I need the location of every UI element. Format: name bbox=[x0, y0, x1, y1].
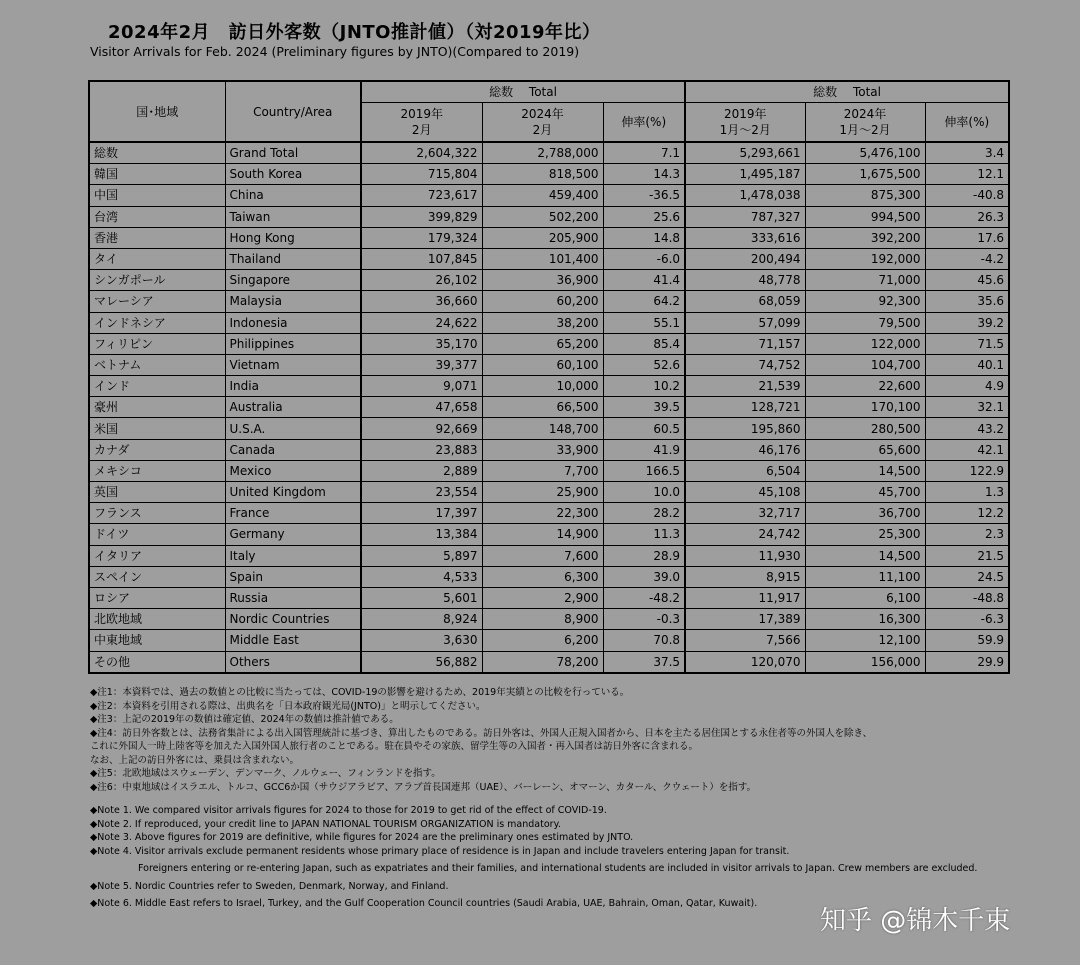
row-growth: 60.5 bbox=[603, 418, 685, 439]
row-country-ja: 中東地域 bbox=[89, 630, 225, 651]
row-2019-feb: 723,617 bbox=[361, 185, 482, 206]
row-2024-feb: 6,200 bbox=[482, 630, 603, 651]
row-growth-cum: 32.1 bbox=[925, 397, 1009, 418]
row-2019-cum: 787,327 bbox=[685, 206, 805, 227]
row-country-ja: 米国 bbox=[89, 418, 225, 439]
row-country-ja: ベトナム bbox=[89, 354, 225, 375]
row-2024-feb: 65,200 bbox=[482, 333, 603, 354]
note-ja: ◆注3：上記の2019年の数値は確定値、2024年の数値は推計値である。 bbox=[90, 714, 399, 725]
row-2024-feb: 6,300 bbox=[482, 566, 603, 587]
note-ja: なお、上記の訪日外客には、乗員は含まれない。 bbox=[90, 754, 300, 766]
row-2024-cum: 25,300 bbox=[805, 524, 925, 545]
row-2024-feb: 459,400 bbox=[482, 185, 603, 206]
table-row bbox=[89, 227, 1009, 248]
row-growth-cum: 21.5 bbox=[925, 545, 1009, 566]
row-growth: 28.9 bbox=[603, 545, 685, 566]
row-2024-feb: 38,200 bbox=[482, 312, 603, 333]
row-growth: 7.1 bbox=[603, 142, 685, 164]
row-2024-cum: 170,100 bbox=[805, 397, 925, 418]
row-2019-feb: 56,882 bbox=[361, 651, 482, 673]
row-growth: 28.2 bbox=[603, 503, 685, 524]
row-2019-feb: 8,924 bbox=[361, 609, 482, 630]
row-2024-feb: 502,200 bbox=[482, 206, 603, 227]
row-2019-feb: 35,170 bbox=[361, 333, 482, 354]
row-2024-cum: 65,600 bbox=[805, 439, 925, 460]
visitor-arrivals-table bbox=[88, 80, 1010, 674]
row-2019-cum: 200,494 bbox=[685, 248, 805, 269]
row-2024-feb: 818,500 bbox=[482, 164, 603, 185]
row-2019-cum: 57,099 bbox=[685, 312, 805, 333]
row-2019-cum: 6,504 bbox=[685, 460, 805, 481]
row-2024-cum: 11,100 bbox=[805, 566, 925, 587]
row-2024-feb: 36,900 bbox=[482, 270, 603, 291]
row-2019-cum: 45,108 bbox=[685, 482, 805, 503]
note-en: ◆Note 3. Above figures for 2019 are definitive, while figures for 2024 are the preliminary ones estimated by JNTO. bbox=[90, 832, 634, 843]
row-country-ja: インドネシア bbox=[89, 312, 225, 333]
row-growth-cum: 43.2 bbox=[925, 418, 1009, 439]
table-row bbox=[89, 291, 1009, 312]
row-2019-feb: 17,397 bbox=[361, 503, 482, 524]
row-growth: 41.4 bbox=[603, 270, 685, 291]
row-2019-feb: 399,829 bbox=[361, 206, 482, 227]
row-2019-cum: 68,059 bbox=[685, 291, 805, 312]
row-2019-feb: 5,601 bbox=[361, 587, 482, 608]
row-country-en: France bbox=[225, 503, 361, 524]
row-2024-feb: 78,200 bbox=[482, 651, 603, 673]
row-2019-cum: 1,495,187 bbox=[685, 164, 805, 185]
row-2024-feb: 60,100 bbox=[482, 354, 603, 375]
row-2024-feb: 22,300 bbox=[482, 503, 603, 524]
row-growth: -36.5 bbox=[603, 185, 685, 206]
row-2024-cum: 22,600 bbox=[805, 376, 925, 397]
row-growth-cum: 1.3 bbox=[925, 482, 1009, 503]
row-country-en: Canada bbox=[225, 439, 361, 460]
row-country-en: Others bbox=[225, 651, 361, 673]
table-row bbox=[89, 524, 1009, 545]
row-growth: 14.8 bbox=[603, 227, 685, 248]
row-2019-cum: 48,778 bbox=[685, 270, 805, 291]
row-growth-cum: 35.6 bbox=[925, 291, 1009, 312]
row-2019-cum: 128,721 bbox=[685, 397, 805, 418]
row-2024-cum: 12,100 bbox=[805, 630, 925, 651]
row-growth: 10.2 bbox=[603, 376, 685, 397]
row-country-en: Grand Total bbox=[225, 142, 361, 164]
row-2019-feb: 36,660 bbox=[361, 291, 482, 312]
header-growth: 伸率(%) bbox=[603, 103, 685, 143]
note-ja: ◆注1：本資料では、過去の数値との比較に当たっては、COVID-19の影響を避けるため、2019年実績との比較を行っている。 bbox=[90, 687, 630, 698]
row-growth: 70.8 bbox=[603, 630, 685, 651]
row-growth-cum: -40.8 bbox=[925, 185, 1009, 206]
row-2019-feb: 47,658 bbox=[361, 397, 482, 418]
row-country-ja: 総数 bbox=[89, 142, 225, 164]
row-2024-feb: 7,700 bbox=[482, 460, 603, 481]
row-country-en: Hong Kong bbox=[225, 227, 361, 248]
row-growth: -6.0 bbox=[603, 248, 685, 269]
row-growth: -48.2 bbox=[603, 587, 685, 608]
row-2019-feb: 4,533 bbox=[361, 566, 482, 587]
row-2019-cum: 74,752 bbox=[685, 354, 805, 375]
table-row bbox=[89, 418, 1009, 439]
row-2019-cum: 32,717 bbox=[685, 503, 805, 524]
row-2024-feb: 101,400 bbox=[482, 248, 603, 269]
header-total-cumulative: 総数 Total bbox=[685, 81, 1009, 103]
row-2019-feb: 13,384 bbox=[361, 524, 482, 545]
row-growth: 166.5 bbox=[603, 460, 685, 481]
row-growth-cum: 40.1 bbox=[925, 354, 1009, 375]
row-growth-cum: 12.1 bbox=[925, 164, 1009, 185]
row-2024-cum: 14,500 bbox=[805, 460, 925, 481]
row-country-ja: フランス bbox=[89, 503, 225, 524]
row-2024-cum: 104,700 bbox=[805, 354, 925, 375]
row-country-en: Australia bbox=[225, 397, 361, 418]
row-growth-cum: 29.9 bbox=[925, 651, 1009, 673]
row-2019-feb: 24,622 bbox=[361, 312, 482, 333]
row-2024-cum: 16,300 bbox=[805, 609, 925, 630]
row-country-en: Russia bbox=[225, 587, 361, 608]
row-2019-cum: 46,176 bbox=[685, 439, 805, 460]
row-growth-cum: 59.9 bbox=[925, 630, 1009, 651]
note-ja: これに外国人一時上陸客等を加えた入国外国人旅行者のことである。駐在員やその家族、留学生等の入国者・再入国者は訪日外客に含まれる。 bbox=[90, 741, 699, 752]
table-row bbox=[89, 630, 1009, 651]
row-2024-cum: 79,500 bbox=[805, 312, 925, 333]
table-row bbox=[89, 566, 1009, 587]
row-growth-cum: -6.3 bbox=[925, 609, 1009, 630]
note-en: ◆Note 5. Nordic Countries refer to Sweden, Denmark, Norway, and Finland. bbox=[90, 880, 449, 892]
row-country-ja: その他 bbox=[89, 651, 225, 673]
table-row bbox=[89, 248, 1009, 269]
row-2024-feb: 10,000 bbox=[482, 376, 603, 397]
table-row bbox=[89, 439, 1009, 460]
row-2019-cum: 7,566 bbox=[685, 630, 805, 651]
row-country-ja: イタリア bbox=[89, 545, 225, 566]
row-2019-cum: 195,860 bbox=[685, 418, 805, 439]
table-row bbox=[89, 206, 1009, 227]
row-country-en: Vietnam bbox=[225, 354, 361, 375]
row-growth: -0.3 bbox=[603, 609, 685, 630]
row-2019-feb: 715,804 bbox=[361, 164, 482, 185]
table-body bbox=[89, 142, 1009, 673]
row-2024-feb: 7,600 bbox=[482, 545, 603, 566]
table-row bbox=[89, 397, 1009, 418]
note-ja: ◆注5：北欧地域はスウェーデン、デンマーク、ノルウェー、フィンランドを指す。 bbox=[90, 768, 441, 779]
row-2024-feb: 8,900 bbox=[482, 609, 603, 630]
row-growth-cum: -48.8 bbox=[925, 587, 1009, 608]
row-growth: 39.5 bbox=[603, 397, 685, 418]
row-growth: 10.0 bbox=[603, 482, 685, 503]
notes-section bbox=[90, 686, 1050, 911]
row-country-en: India bbox=[225, 376, 361, 397]
row-2024-cum: 156,000 bbox=[805, 651, 925, 673]
row-2024-cum: 875,300 bbox=[805, 185, 925, 206]
row-2024-cum: 45,700 bbox=[805, 482, 925, 503]
row-2024-cum: 71,000 bbox=[805, 270, 925, 291]
row-country-ja: タイ bbox=[89, 248, 225, 269]
table-row bbox=[89, 503, 1009, 524]
row-country-ja: スペイン bbox=[89, 566, 225, 587]
row-growth: 25.6 bbox=[603, 206, 685, 227]
row-2019-feb: 26,102 bbox=[361, 270, 482, 291]
row-country-en: Thailand bbox=[225, 248, 361, 269]
row-2019-cum: 11,917 bbox=[685, 587, 805, 608]
row-growth-cum: 71.5 bbox=[925, 333, 1009, 354]
row-country-ja: 香港 bbox=[89, 227, 225, 248]
row-2024-cum: 14,500 bbox=[805, 545, 925, 566]
row-country-en: Singapore bbox=[225, 270, 361, 291]
row-country-ja: ドイツ bbox=[89, 524, 225, 545]
row-2024-cum: 6,100 bbox=[805, 587, 925, 608]
row-country-en: Germany bbox=[225, 524, 361, 545]
note-en: ◆Note 1. We compared visitor arrivals figures for 2024 to those for 2019 to get rid of the effect of COVID-19. bbox=[90, 805, 607, 816]
table-row bbox=[89, 376, 1009, 397]
row-2019-feb: 92,669 bbox=[361, 418, 482, 439]
row-growth: 14.3 bbox=[603, 164, 685, 185]
row-growth-cum: 39.2 bbox=[925, 312, 1009, 333]
note-en: Foreigners entering or re-entering Japan, such as expatriates and their families, and international students are included in visitor arrivals to Japan. Crew members are excluded. bbox=[138, 863, 978, 874]
row-2019-cum: 71,157 bbox=[685, 333, 805, 354]
row-2024-feb: 2,900 bbox=[482, 587, 603, 608]
row-2024-cum: 122,000 bbox=[805, 333, 925, 354]
header-total-monthly: 総数 Total bbox=[361, 81, 685, 103]
row-country-en: United Kingdom bbox=[225, 482, 361, 503]
header-2019-feb: 2019年 2月 bbox=[361, 103, 482, 143]
row-growth: 39.0 bbox=[603, 566, 685, 587]
row-country-en: South Korea bbox=[225, 164, 361, 185]
note-ja: ◆注2：本資料を引用される際は、出典名を「日本政府観光局(JNTO)」と明示してください。 bbox=[90, 700, 486, 712]
header-2019-cum: 2019年 1月～2月 bbox=[685, 103, 805, 143]
row-2019-cum: 24,742 bbox=[685, 524, 805, 545]
row-country-ja: 韓国 bbox=[89, 164, 225, 185]
row-country-en: Mexico bbox=[225, 460, 361, 481]
row-2019-cum: 120,070 bbox=[685, 651, 805, 673]
row-2019-feb: 9,071 bbox=[361, 376, 482, 397]
row-2024-feb: 205,900 bbox=[482, 227, 603, 248]
row-2019-cum: 333,616 bbox=[685, 227, 805, 248]
row-2024-feb: 25,900 bbox=[482, 482, 603, 503]
row-growth-cum: 2.3 bbox=[925, 524, 1009, 545]
row-country-en: Philippines bbox=[225, 333, 361, 354]
row-2024-feb: 2,788,000 bbox=[482, 142, 603, 164]
row-2019-cum: 11,930 bbox=[685, 545, 805, 566]
table-row bbox=[89, 354, 1009, 375]
row-2024-cum: 192,000 bbox=[805, 248, 925, 269]
row-country-en: Italy bbox=[225, 545, 361, 566]
row-country-en: Indonesia bbox=[225, 312, 361, 333]
row-2024-cum: 1,675,500 bbox=[805, 164, 925, 185]
notes-english bbox=[90, 804, 1050, 911]
header-country-ja: 国･地域 bbox=[89, 81, 225, 142]
row-growth-cum: 4.9 bbox=[925, 376, 1009, 397]
table-row bbox=[89, 270, 1009, 291]
row-growth-cum: 42.1 bbox=[925, 439, 1009, 460]
row-country-ja: マレーシア bbox=[89, 291, 225, 312]
row-growth-cum: 45.6 bbox=[925, 270, 1009, 291]
row-growth-cum: 3.4 bbox=[925, 142, 1009, 164]
table-row bbox=[89, 609, 1009, 630]
table-row bbox=[89, 651, 1009, 673]
header-country-en: Country/Area bbox=[225, 81, 361, 142]
row-country-en: Middle East bbox=[225, 630, 361, 651]
row-country-ja: シンガポール bbox=[89, 270, 225, 291]
title-block bbox=[108, 18, 601, 44]
row-2019-feb: 2,604,322 bbox=[361, 142, 482, 164]
row-growth-cum: 122.9 bbox=[925, 460, 1009, 481]
note-ja: ◆注4：訪日外客数とは、法務省集計による出入国管理統計に基づき、算出したものである。訪日外客は、外国人正規入国者から、日本を主たる居住国とする永住者等の外国人を除き、 bbox=[90, 727, 873, 739]
table-row bbox=[89, 185, 1009, 206]
row-country-ja: メキシコ bbox=[89, 460, 225, 481]
row-country-en: U.S.A. bbox=[225, 418, 361, 439]
row-growth: 64.2 bbox=[603, 291, 685, 312]
table-row bbox=[89, 312, 1009, 333]
note-en: ◆Note 2. If reproduced, your credit line to JAPAN NATIONAL TOURISM ORGANIZATION is mandatory. bbox=[90, 818, 561, 830]
row-2019-feb: 3,630 bbox=[361, 630, 482, 651]
row-2024-cum: 994,500 bbox=[805, 206, 925, 227]
row-country-ja: カナダ bbox=[89, 439, 225, 460]
row-2024-cum: 392,200 bbox=[805, 227, 925, 248]
header-2024-feb: 2024年 2月 bbox=[482, 103, 603, 143]
row-2019-cum: 5,293,661 bbox=[685, 142, 805, 164]
row-2024-feb: 14,900 bbox=[482, 524, 603, 545]
header-growth-cum: 伸率(%) bbox=[925, 103, 1009, 143]
row-country-ja: 台湾 bbox=[89, 206, 225, 227]
row-2024-feb: 33,900 bbox=[482, 439, 603, 460]
page-subtitle: Visitor Arrivals for Feb. 2024 (Preliminary figures by JNTO)(Compared to 2019) bbox=[90, 44, 580, 59]
row-2024-feb: 60,200 bbox=[482, 291, 603, 312]
note-ja: ◆注6：中東地域はイスラエル、トルコ、GCC6か国（サウジアラビア、アラブ首長国連邦（UAE）、バーレーン、オマーン、カタール、クウェート）を指す。 bbox=[90, 781, 757, 793]
row-growth: 85.4 bbox=[603, 333, 685, 354]
row-2019-feb: 23,554 bbox=[361, 482, 482, 503]
row-country-ja: 豪州 bbox=[89, 397, 225, 418]
row-country-en: Malaysia bbox=[225, 291, 361, 312]
row-growth-cum: 24.5 bbox=[925, 566, 1009, 587]
row-growth: 41.9 bbox=[603, 439, 685, 460]
note-en: ◆Note 4. Visitor arrivals exclude permanent residents whose primary place of residence is in Japan and include travelers entering Japan for transit. bbox=[90, 845, 790, 857]
row-2019-cum: 17,389 bbox=[685, 609, 805, 630]
row-2019-feb: 107,845 bbox=[361, 248, 482, 269]
row-2019-feb: 39,377 bbox=[361, 354, 482, 375]
row-growth: 37.5 bbox=[603, 651, 685, 673]
row-2019-feb: 2,889 bbox=[361, 460, 482, 481]
row-growth: 52.6 bbox=[603, 354, 685, 375]
row-country-ja: 英国 bbox=[89, 482, 225, 503]
row-growth-cum: 17.6 bbox=[925, 227, 1009, 248]
note-en: ◆Note 6. Middle East refers to Israel, Turkey, and the Gulf Cooperation Council countries (Saudi Arabia, UAE, Bahrain, Oman, Qatar, Kuwait). bbox=[90, 898, 758, 909]
row-country-en: China bbox=[225, 185, 361, 206]
row-2019-cum: 21,539 bbox=[685, 376, 805, 397]
table-row bbox=[89, 587, 1009, 608]
row-growth-cum: 12.2 bbox=[925, 503, 1009, 524]
row-country-en: Taiwan bbox=[225, 206, 361, 227]
row-2019-feb: 23,883 bbox=[361, 439, 482, 460]
row-country-ja: 北欧地域 bbox=[89, 609, 225, 630]
header-2024-cum: 2024年 1月～2月 bbox=[805, 103, 925, 143]
row-2024-feb: 66,500 bbox=[482, 397, 603, 418]
table-row bbox=[89, 545, 1009, 566]
row-2019-feb: 179,324 bbox=[361, 227, 482, 248]
row-growth: 55.1 bbox=[603, 312, 685, 333]
table-row bbox=[89, 333, 1009, 354]
row-2024-feb: 148,700 bbox=[482, 418, 603, 439]
row-growth-cum: -4.2 bbox=[925, 248, 1009, 269]
row-country-ja: ロシア bbox=[89, 587, 225, 608]
row-2024-cum: 5,476,100 bbox=[805, 142, 925, 164]
notes-japanese bbox=[90, 686, 1050, 794]
row-country-en: Spain bbox=[225, 566, 361, 587]
row-2019-cum: 8,915 bbox=[685, 566, 805, 587]
row-2024-cum: 280,500 bbox=[805, 418, 925, 439]
page-title: 2024年2月 訪日外客数（JNTO推計値）（対2019年比） bbox=[108, 22, 601, 43]
watermark: 知乎 @锦木千束 bbox=[820, 906, 1011, 936]
row-growth-cum: 26.3 bbox=[925, 206, 1009, 227]
table-row bbox=[89, 142, 1009, 164]
row-2019-feb: 5,897 bbox=[361, 545, 482, 566]
row-2019-cum: 1,478,038 bbox=[685, 185, 805, 206]
row-country-en: Nordic Countries bbox=[225, 609, 361, 630]
row-country-ja: フィリピン bbox=[89, 333, 225, 354]
row-2024-cum: 36,700 bbox=[805, 503, 925, 524]
row-growth: 11.3 bbox=[603, 524, 685, 545]
row-2024-cum: 92,300 bbox=[805, 291, 925, 312]
table-row bbox=[89, 164, 1009, 185]
row-country-ja: 中国 bbox=[89, 185, 225, 206]
table-row bbox=[89, 460, 1009, 481]
table-row bbox=[89, 482, 1009, 503]
row-country-ja: インド bbox=[89, 376, 225, 397]
